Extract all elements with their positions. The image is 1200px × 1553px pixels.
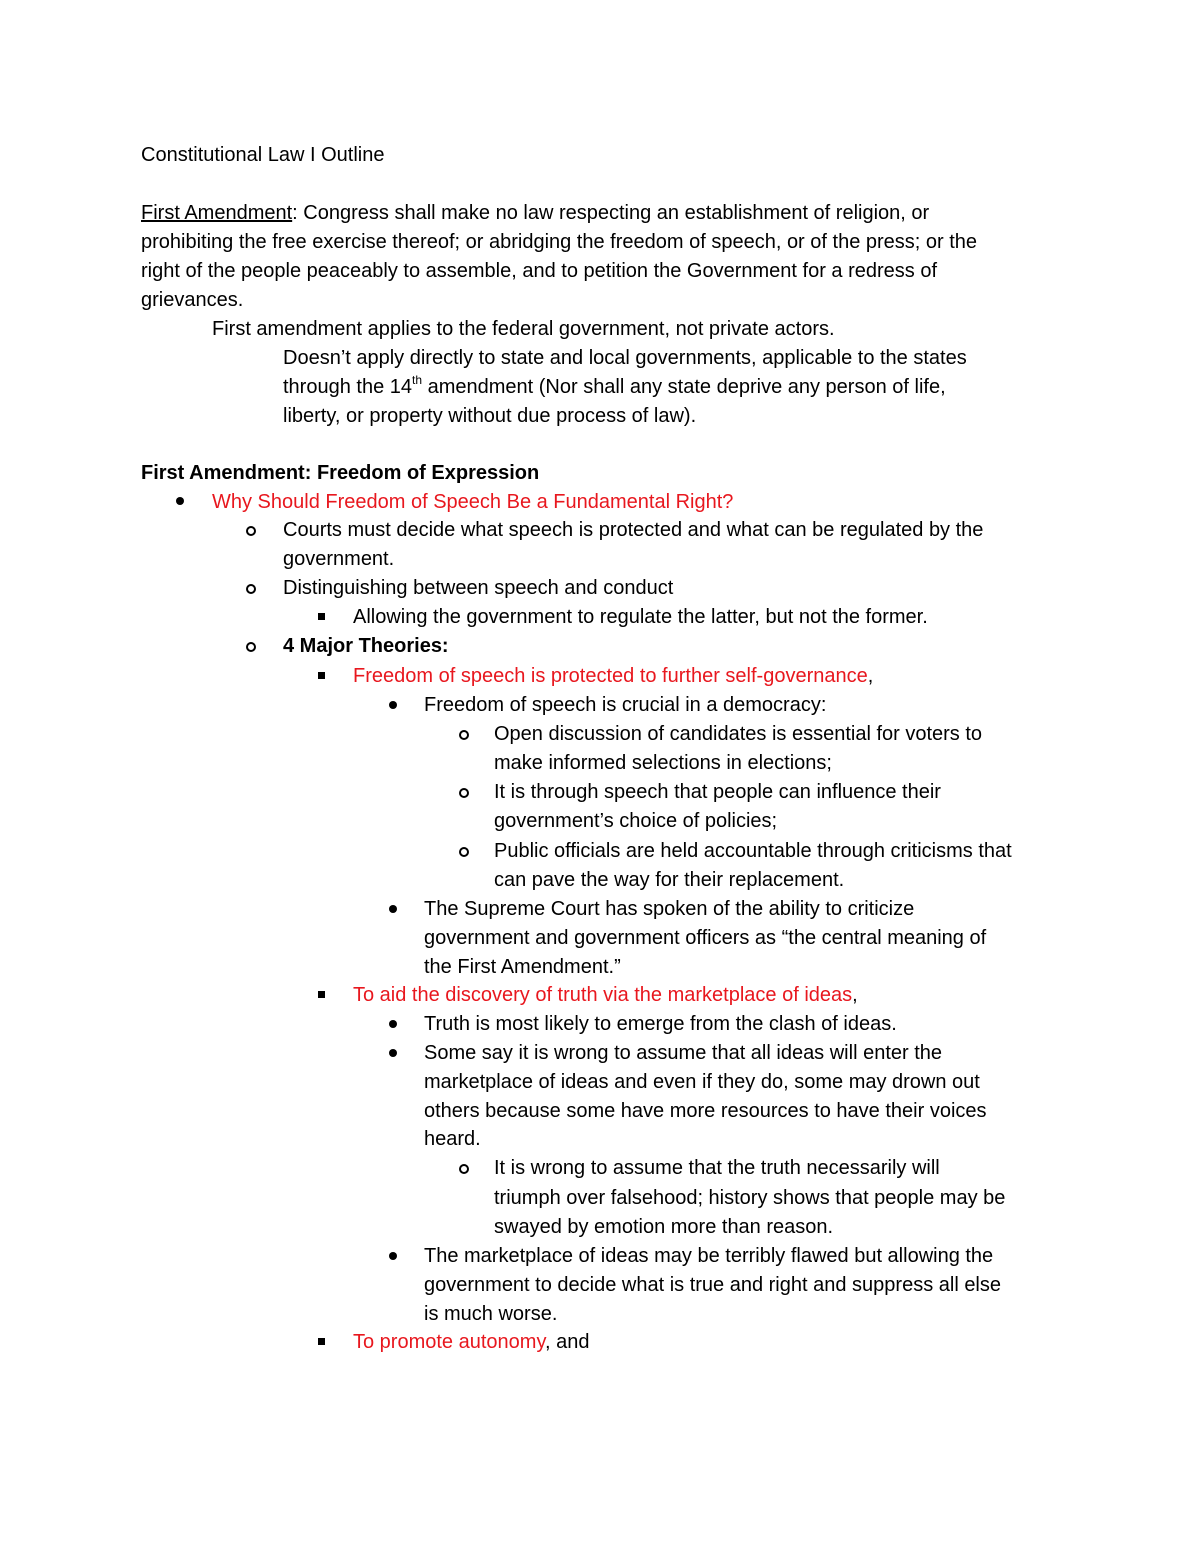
theory-2-sub-line-2: triumph over falsehood; history shows that people may be [494, 1187, 1006, 1209]
theory-1-title: Freedom of speech is protected to further self-governance [353, 665, 868, 687]
bullet-circle [459, 1164, 469, 1174]
theory-2-point-c-line-1: The marketplace of ideas may be terribly flawed but allowing the [424, 1245, 994, 1267]
bullet-disc [389, 1049, 397, 1057]
theory-1-sub-3-line-1: Public officials are held accountable through criticisms that [494, 840, 1012, 862]
amendment-line-1 [141, 199, 929, 228]
amendment-label: First Amendment [141, 202, 293, 224]
theory-2-sub-line-3: swayed by emotion more than reason. [494, 1216, 834, 1238]
bullet-square [318, 613, 325, 620]
theory-1-sub-1-line-2: make informed selections in elections; [494, 752, 832, 774]
theory-2-point-c-line-2: government to decide what is true and right and suppress all else [424, 1274, 1002, 1296]
bullet-disc [389, 701, 397, 709]
amendment-line-3: right of the people peaceably to assemble, and to petition the Government for a redress of [141, 260, 938, 282]
amendment-colon: : [292, 202, 298, 224]
theory-1-point-b-line-2: government and government officers as “the central meaning of [424, 927, 987, 949]
amendment-line-4: grievances. [141, 289, 244, 311]
theory-2-sub-line-1: It is wrong to assume that the truth necessarily will [494, 1157, 940, 1179]
theory-1-sub-3-line-2: can pave the way for their replacement. [494, 869, 845, 891]
ordinal-suffix: th [412, 373, 423, 387]
bullet-circle [246, 642, 256, 652]
allowing-item: Allowing the government to regulate the latter, but not the former. [353, 606, 928, 628]
theory-1-point-b-line-1: The Supreme Court has spoken of the ability to criticize [424, 898, 915, 920]
why-question: Why Should Freedom of Speech Be a Fundamental Right? [212, 491, 734, 513]
distinguish-item: Distinguishing between speech and conduct [283, 577, 674, 599]
states-note-line-3: liberty, or property without due process of law). [283, 405, 697, 427]
theory-2 [353, 981, 858, 1010]
states-note-line-2 [283, 373, 946, 402]
bullet-square [318, 672, 325, 679]
theory-2-title: To aid the discovery of truth via the marketplace of ideas [353, 984, 853, 1006]
bullet-circle [459, 788, 469, 798]
theory-2-point-b-line-2: marketplace of ideas and even if they do, some may drown out [424, 1071, 980, 1093]
states-note-text-b: amendment (Nor shall any state deprive any person of life, [422, 376, 946, 398]
theory-1-tail: , [867, 665, 874, 687]
theory-1-sub-2-line-1: It is through speech that people can influence their [494, 781, 941, 803]
states-note-line-1: Doesn’t apply directly to state and local governments, applicable to the states [283, 347, 967, 369]
theory-2-point-b-line-3: others because some have more resources to have their voices [424, 1100, 987, 1122]
theories-heading: 4 Major Theories: [283, 635, 449, 657]
document-title: Constitutional Law I Outline [141, 144, 385, 166]
bullet-circle [459, 730, 469, 740]
bullet-square [318, 1338, 325, 1345]
theory-2-point-b-line-4: heard. [424, 1128, 481, 1150]
theory-2-point-a: Truth is most likely to emerge from the clash of ideas. [424, 1013, 897, 1035]
states-note-text-a: through the 14 [283, 376, 412, 398]
theory-1-sub-1-line-1: Open discussion of candidates is essential for voters to [494, 723, 983, 745]
bullet-square [318, 991, 325, 998]
theory-2-point-b-line-1: Some say it is wrong to assume that all ideas will enter the [424, 1042, 943, 1064]
amendment-line-2: prohibiting the free exercise thereof; or abridging the freedom of speech, or of the press; or the [141, 231, 978, 253]
courts-line-1: Courts must decide what speech is protected and what can be regulated by the [283, 519, 984, 541]
theory-3-title: To promote autonomy [353, 1331, 545, 1353]
theory-1-point-b-line-3: the First Amendment.” [424, 956, 621, 978]
section-heading: First Amendment: Freedom of Expression [141, 462, 540, 484]
bullet-disc [389, 1020, 397, 1028]
theory-2-tail: , [852, 984, 858, 1006]
bullet-disc [176, 497, 184, 505]
bullet-circle [246, 584, 256, 594]
applies-note: First amendment applies to the federal government, not private actors. [212, 318, 835, 340]
bullet-circle [459, 847, 469, 857]
theory-1-point-a: Freedom of speech is crucial in a democracy: [424, 694, 827, 716]
theory-3 [353, 1328, 589, 1357]
theory-1-sub-2-line-2: government’s choice of policies; [494, 810, 778, 832]
bullet-disc [389, 905, 397, 913]
bullet-disc [389, 1252, 397, 1260]
amendment-text-1: Congress shall make no law respecting an establishment of religion, or [297, 202, 930, 224]
theory-3-tail: , and [544, 1331, 590, 1353]
courts-line-2: government. [283, 548, 395, 570]
theory-1 [353, 662, 873, 691]
bullet-circle [246, 526, 256, 536]
theory-2-point-c-line-3: is much worse. [424, 1303, 558, 1325]
